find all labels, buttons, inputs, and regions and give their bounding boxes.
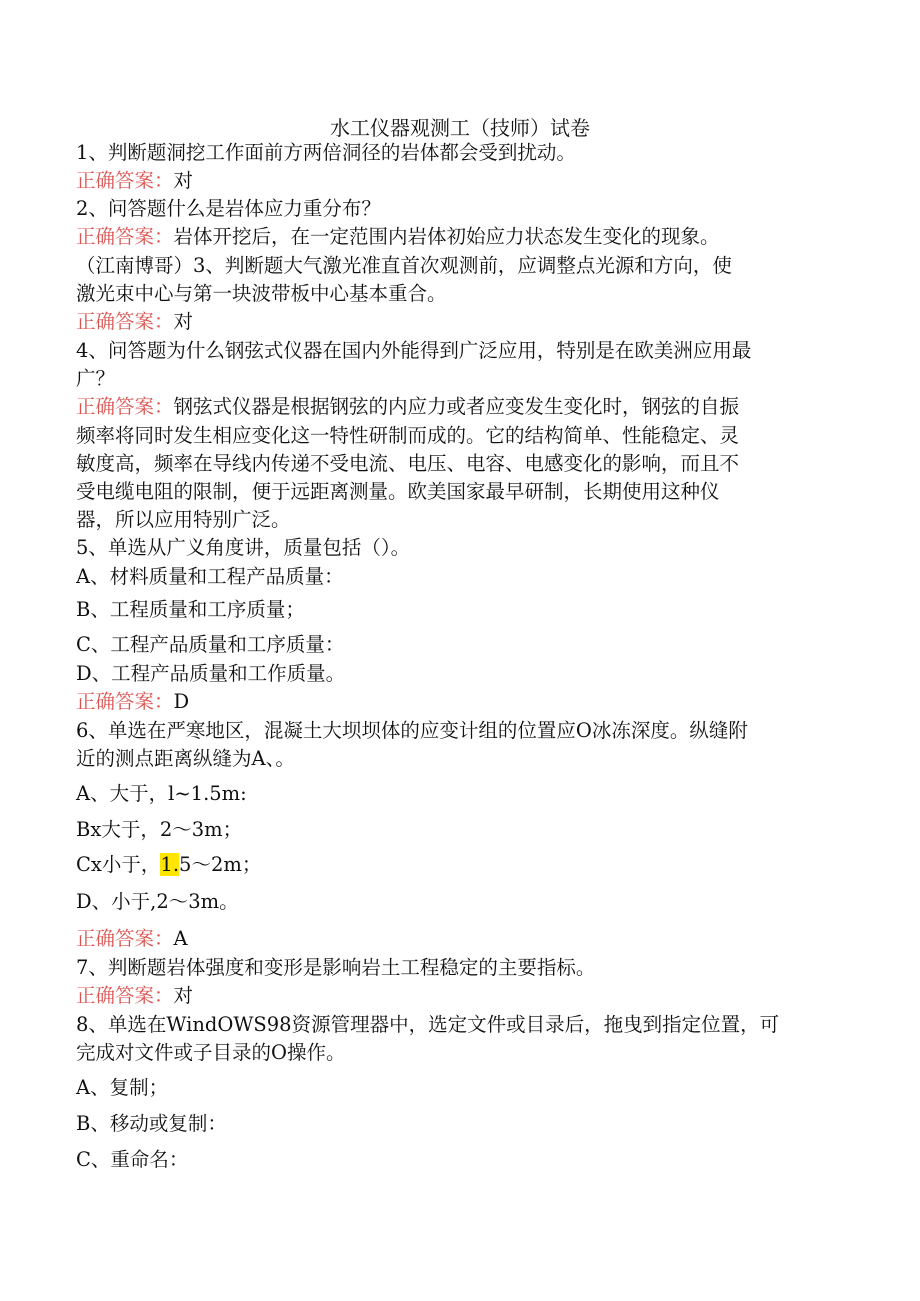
answer-label: 正确答案： [76, 169, 174, 192]
answer-label: 正确答案： [76, 690, 174, 713]
answer-4-line-2: 频率将同时发生相应变化这一特性研制而成的。它的结构简单、性能稳定、灵 [76, 424, 740, 447]
option-8-b: B、移动或复制： [76, 1112, 227, 1135]
answer-value: D [173, 690, 190, 713]
answer-4-line-3: 敏度高，频率在导线内传递不受电流、电压、电容、电感变化的影响，而且不 [76, 452, 740, 475]
highlight-mark: 1. [160, 853, 180, 876]
answer-4-line-1 [76, 394, 840, 420]
option-5-d: D、工程产品质量和工作质量。 [76, 662, 346, 685]
question-8-line-2: 完成对文件或子目录的O操作。 [76, 1041, 346, 1064]
page-title: 水工仪器观测工（技师）试卷 [330, 116, 590, 140]
question-4-line-2: 广？ [76, 367, 116, 390]
option-8-c: C、重命名： [76, 1148, 189, 1171]
answer-value: 岩体开挖后，在一定范围内岩体初始应力状态发生变化的现象。 [173, 225, 720, 248]
question-6-line-1: 6、单选在严寒地区，混凝土大坝坝体的应变计组的位置应O冰冻深度。纵缝附 [76, 719, 748, 742]
answer-label: 正确答案： [76, 984, 174, 1007]
option-6-c-suffix: 5～2m； [179, 853, 262, 876]
option-6-d: D、小于,2～3m。 [76, 890, 239, 913]
answer-5 [76, 689, 840, 715]
question-7: 7、判断题岩体强度和变形是影响岩土工程稳定的主要指标。 [76, 956, 596, 979]
answer-2 [76, 224, 840, 250]
question-1: 1、判断题洞挖工作面前方两倍洞径的岩体都会受到扰动。 [76, 141, 576, 164]
answer-3 [76, 309, 840, 335]
answer-value: 钢弦式仪器是根据钢弦的内应力或者应变发生变化时，钢弦的自振 [173, 395, 740, 418]
option-6-c [76, 852, 840, 878]
question-3-line-2: 激光束中心与第一块波带板中心基本重合。 [76, 282, 447, 305]
option-5-c: C、工程产品质量和工序质量： [76, 633, 345, 656]
option-6-c-prefix: Cx小于， [76, 853, 161, 876]
option-5-a: A、材料质量和工程产品质量： [76, 565, 344, 588]
option-8-a: A、复制； [76, 1076, 169, 1099]
answer-label: 正确答案： [76, 395, 174, 418]
option-5-b: B、工程质量和工序质量； [76, 598, 305, 621]
option-6-a: A、大于，l~1.5m: [76, 782, 247, 805]
question-3-line-1: （江南博哥）3、判断题大气激光准直首次观测前，应调整点光源和方向，使 [76, 254, 732, 277]
answer-value: 对 [173, 169, 194, 192]
answer-4-line-4: 受电缆电阻的限制，便于远距离测量。欧美国家最早研制，长期使用这种仪 [76, 480, 720, 503]
answer-label: 正确答案： [76, 310, 174, 333]
question-4-line-1: 4、问答题为什么钢弦式仪器在国内外能得到广泛应用，特别是在欧美洲应用最 [76, 339, 752, 362]
answer-label: 正确答案： [76, 927, 174, 950]
question-6-line-2: 近的测点距离纵缝为A、。 [76, 747, 295, 770]
answer-value: 对 [173, 310, 194, 333]
question-8-line-1: 8、单选在WindOWS98资源管理器中，选定文件或目录后，拖曳到指定位置，可 [76, 1013, 780, 1036]
answer-7 [76, 983, 840, 1009]
answer-value: 对 [173, 984, 194, 1007]
question-5: 5、单选从广义角度讲，质量包括（）。 [76, 536, 411, 559]
answer-4-line-5: 器，所以应用特别广泛。 [76, 508, 291, 531]
answer-1 [76, 168, 840, 194]
answer-value: A [173, 927, 188, 950]
answer-6 [76, 926, 840, 952]
answer-label: 正确答案： [76, 225, 174, 248]
question-2: 2、问答题什么是岩体应力重分布？ [76, 197, 381, 220]
option-6-b: Bx大于，2～3m； [76, 818, 243, 841]
